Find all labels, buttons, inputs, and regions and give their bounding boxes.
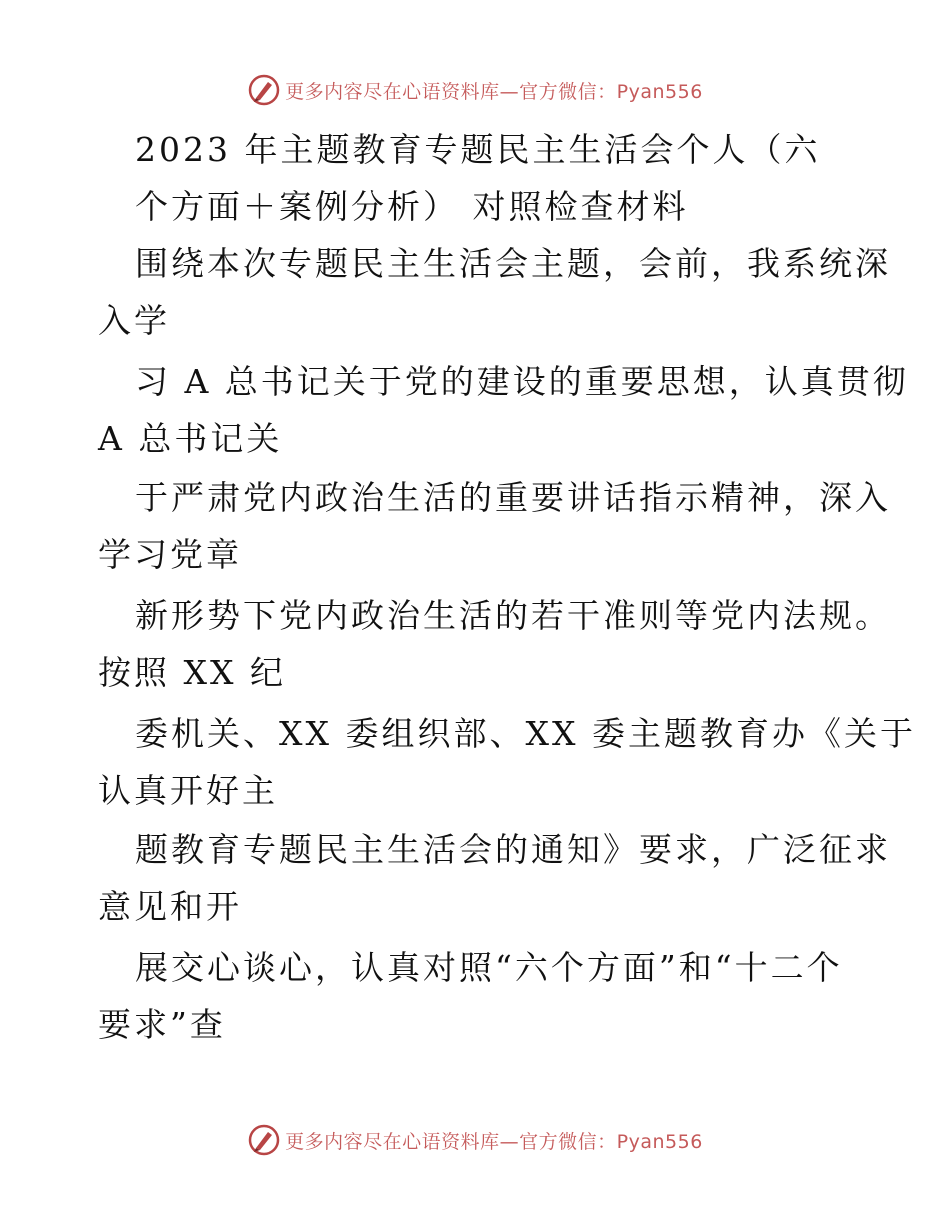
pen-circle-icon — [247, 1123, 281, 1157]
header-banner-text: 更多内容尽在心语资料库—官方微信：Pyan556 — [285, 80, 703, 103]
header-banner-content — [247, 73, 703, 107]
doc-line: 围绕本次专题民主生活会主题，会前，我系统深 — [135, 244, 891, 283]
pen-circle-icon — [247, 73, 281, 107]
doc-line: 展交心谈心，认真对照“六个方面”和“十二个 — [135, 948, 843, 987]
doc-line: 习 A 总书记关于党的建设的重要思想，认真贯彻 — [135, 362, 909, 401]
footer-banner — [0, 1120, 950, 1160]
footer-banner-content — [247, 1123, 703, 1157]
doc-title-line-2: 个方面＋案例分析） 对照检查材料 — [135, 187, 689, 226]
footer-banner-text: 更多内容尽在心语资料库—官方微信：Pyan556 — [285, 1130, 703, 1153]
doc-line: 意见和开 — [98, 887, 242, 926]
header-banner — [0, 70, 950, 110]
doc-line: 认真开好主 — [98, 771, 278, 810]
doc-line: 于严肃党内政治生活的重要讲话指示精神，深入 — [135, 478, 891, 517]
doc-line: A 总书记关 — [98, 419, 283, 458]
doc-line: 学习党章 — [98, 535, 242, 574]
doc-line: 按照 XX 纪 — [98, 653, 286, 692]
doc-line: 新形势下党内政治生活的若干准则等党内法规。 — [135, 596, 891, 635]
doc-title-line-1: 2023 年主题教育专题民主生活会个人（六 — [135, 130, 821, 169]
doc-line: 要求”查 — [98, 1005, 226, 1044]
doc-line: 题教育专题民主生活会的通知》要求，广泛征求 — [135, 830, 891, 869]
doc-line: 入学 — [98, 301, 170, 340]
doc-line: 委机关、XX 委组织部、XX 委主题教育办《关于 — [135, 714, 916, 753]
